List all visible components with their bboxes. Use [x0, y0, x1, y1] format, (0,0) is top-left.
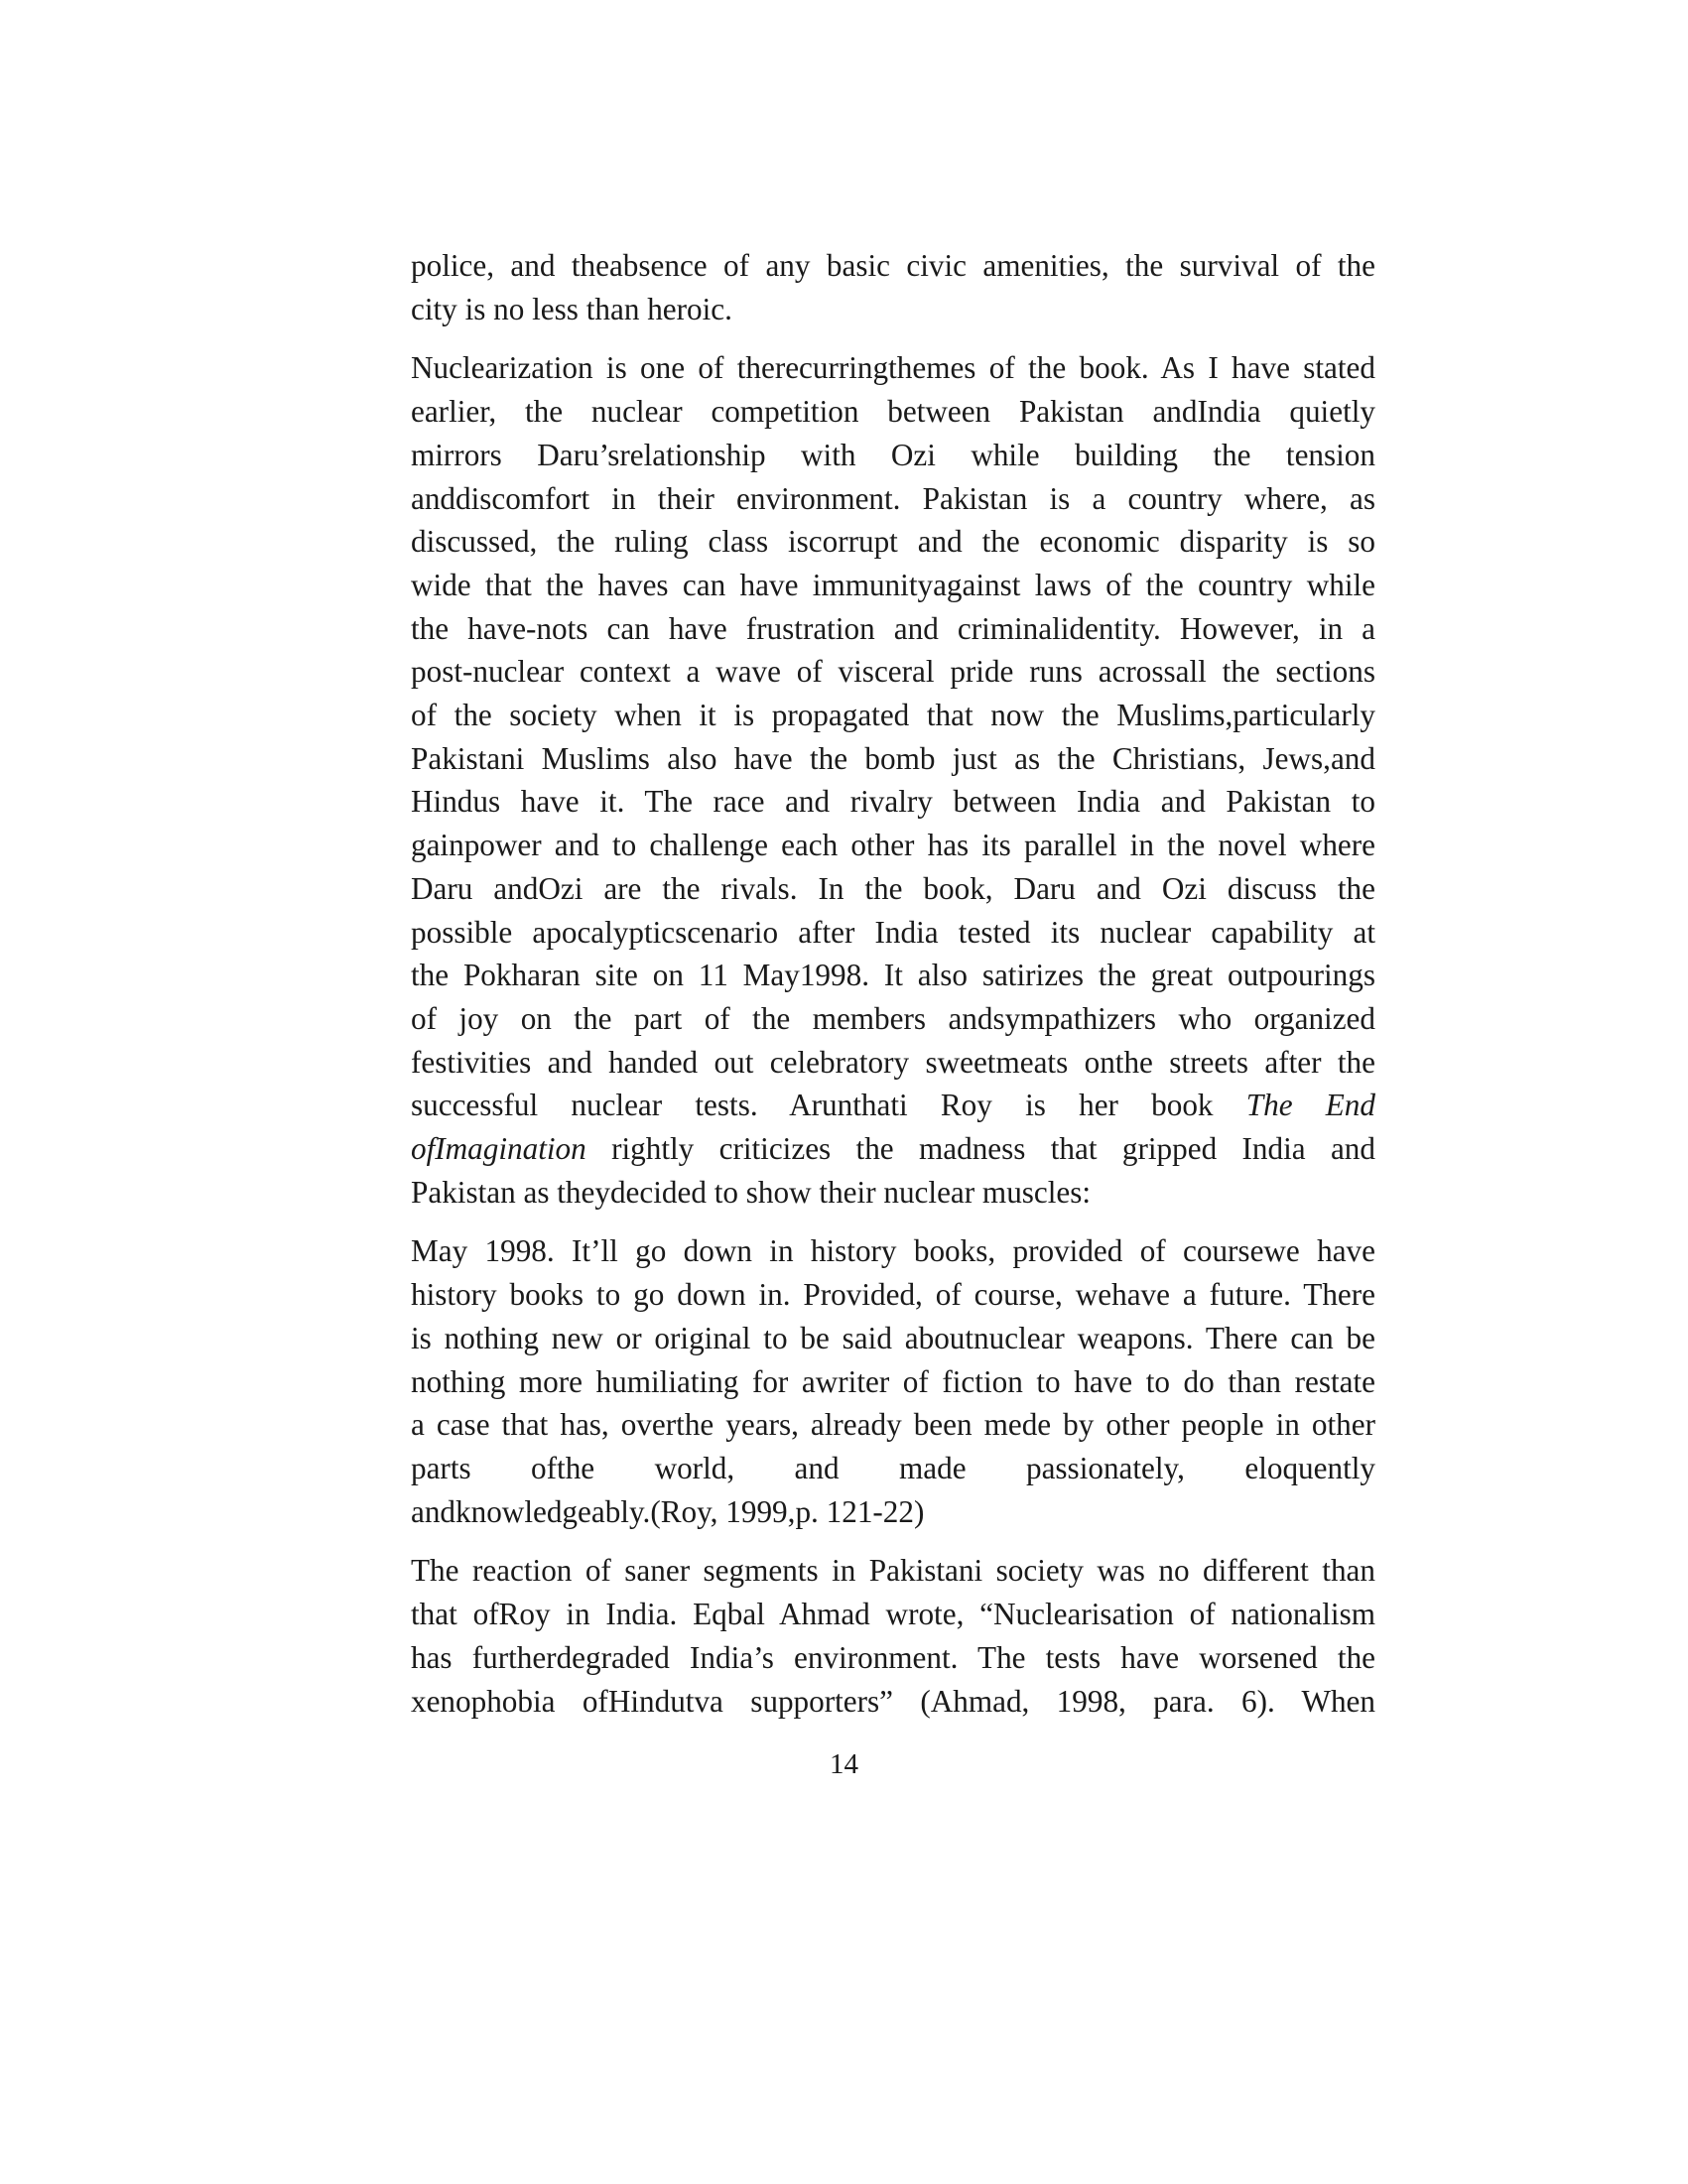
text-line: discussed, the ruling class iscorrupt and the economic disparity is so [411, 524, 1375, 560]
text-line: has furtherdegraded India’s environment. The tests have worsened the [411, 1639, 1375, 1675]
text-line: post-nuclear context a wave of visceral pride runs acrossall the sections [411, 654, 1375, 690]
text-line: gainpower and to challenge each other has its parallel in the novel where [411, 828, 1375, 863]
paragraph-1 [411, 244, 1375, 330]
text-line: xenophobia ofHindutva supporters” (Ahmad, 1998, para. 6). When [411, 1683, 1375, 1719]
text-line: parts ofthe world, and made passionately, eloquently [411, 1450, 1375, 1485]
text-line: earlier, the nuclear competition between Pakistan andIndia quietly [411, 394, 1375, 430]
text-fragment: rightly criticizes the madness that gripped India and [585, 1131, 1375, 1167]
block-quote [411, 1229, 1375, 1533]
text-line: Daru andOzi are the rivals. In the book, Daru and Ozi discuss the [411, 870, 1375, 906]
text-line: is nothing new or original to be said aboutnuclear weapons. There can be [411, 1320, 1375, 1355]
text-line: Pakistani Muslims also have the bomb just as the Christians, Jews,and [411, 740, 1375, 776]
text-line: possible apocalypticscenario after India tested its nuclear capability at [411, 914, 1375, 950]
text-line: andknowledgeably.(Roy, 1999,p. 121-22) [411, 1493, 925, 1529]
text-line: mirrors Daru’srelationship with Ozi while building the tension [411, 437, 1375, 472]
paragraph-4 [411, 1549, 1375, 1723]
text-line: The reaction of saner segments in Pakistani society was no different than [411, 1553, 1375, 1589]
text-line: anddiscomfort in their environment. Pakistan is a country where, as [411, 480, 1375, 516]
paragraph-2 [411, 346, 1375, 1214]
book-title-italic: The End [1245, 1088, 1375, 1123]
body-text [411, 244, 1375, 1738]
text-line: the Pokharan site on 11 May1998. It also satirizes the great outpourings [411, 958, 1375, 993]
text-line: city is no less than heroic. [411, 291, 732, 326]
text-line: Pakistan as theydecided to show their nuclear muscles: [411, 1174, 1092, 1210]
text-line [411, 1127, 1375, 1171]
text-line: that ofRoy in India. Eqbal Ahmad wrote, “Nuclearisation of nationalism [411, 1597, 1375, 1632]
text-line: nothing more humiliating for awriter of fiction to have to do than restate [411, 1363, 1375, 1399]
text-line: wide that the haves can have immunityagainst laws of the country while [411, 567, 1375, 602]
text-line: Hindus have it. The race and rivalry between India and Pakistan to [411, 784, 1375, 820]
text-line: Nuclearization is one of therecurringthemes of the book. As I have stated [411, 350, 1375, 386]
text-line: a case that has, overthe years, already been mede by other people in other [411, 1407, 1375, 1443]
text-line: May 1998. It’ll go down in history books, provided of coursewe have [411, 1233, 1375, 1269]
text-line: of the society when it is propagated that now the Muslims,particularly [411, 698, 1375, 733]
page-number: 14 [830, 1748, 858, 1780]
text-fragment: successful nuclear tests. Arunthati Roy is her book [411, 1088, 1246, 1123]
text-line: festivities and handed out celebratory sweetmeats onthe streets after the [411, 1044, 1375, 1080]
text-line: police, and theabsence of any basic civic amenities, the survival of the [411, 248, 1375, 283]
text-line: the have-nots can have frustration and criminalidentity. However, in a [411, 610, 1375, 646]
book-title-italic: ofImagination [411, 1131, 586, 1167]
text-line: history books to go down in. Provided, of course, wehave a future. There [411, 1277, 1375, 1313]
text-line [411, 1084, 1375, 1127]
text-line: of joy on the part of the members andsympathizers who organized [411, 1000, 1375, 1036]
